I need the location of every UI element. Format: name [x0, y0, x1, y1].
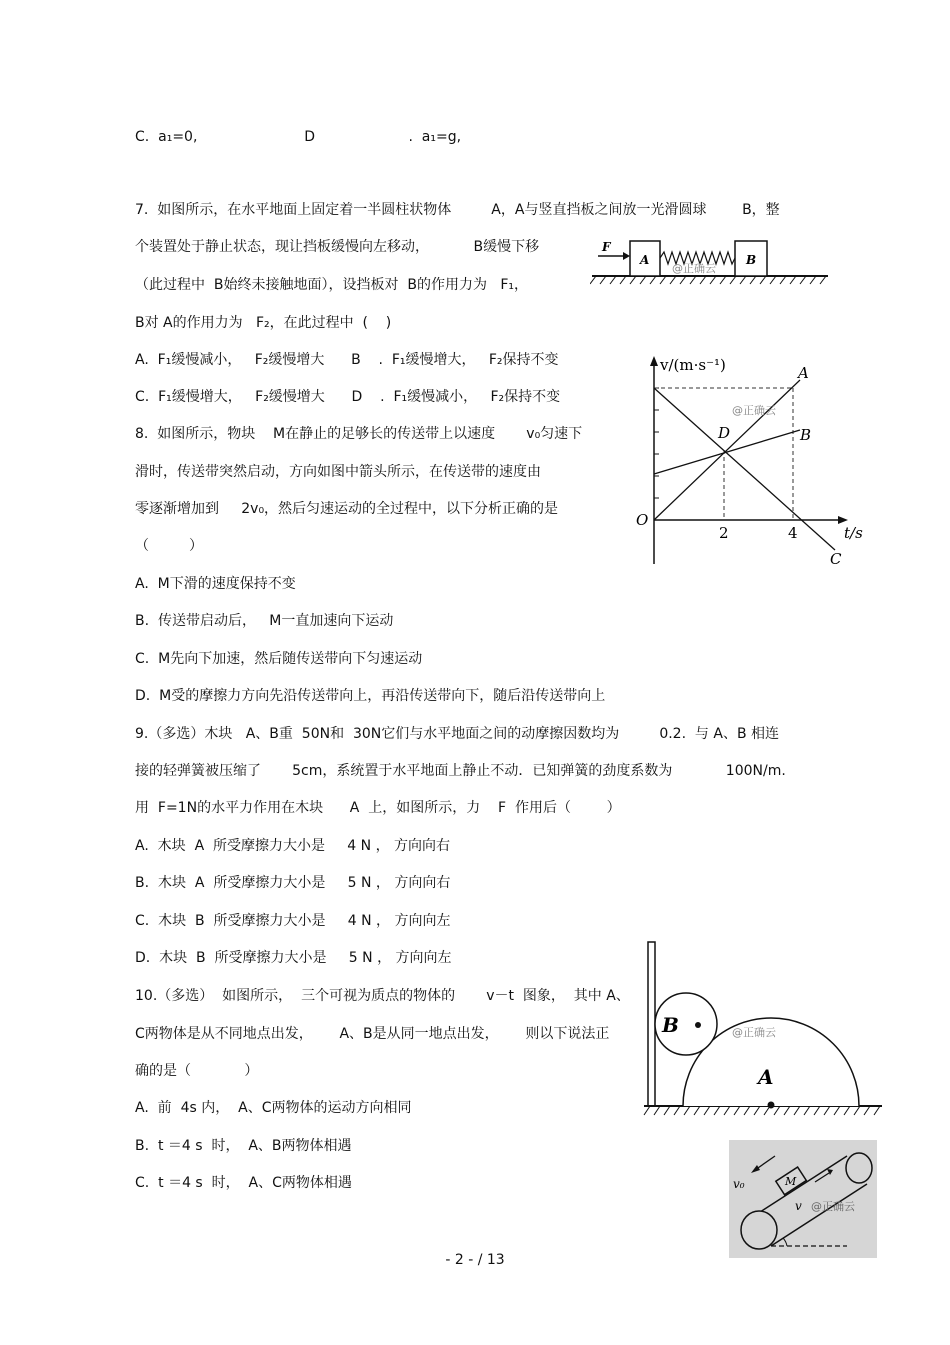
figure-conveyor-belt: [729, 1140, 877, 1258]
block-a-label: A: [640, 253, 650, 267]
option-8d: D. M受的摩擦力方向先沿传送带向上，再沿传送带向下，随后沿传送带向上: [135, 688, 606, 704]
watermark: @正确云: [811, 1200, 855, 1213]
watermark: @正确云: [732, 404, 776, 417]
question-9-line-1: 9.（多选）木块 A、B重 50N和 30N它们与水平地面之间的动摩擦因数均为 0.2. 与 A、B 相连: [135, 726, 780, 742]
x-axis-label: t/s: [844, 524, 863, 542]
option-10a: A. 前 4s 内， A、C两物体的运动方向相同: [135, 1100, 412, 1116]
block-m-label: M: [785, 1175, 797, 1188]
option-10b: B. t ＝4 s 时， A、B两物体相遇: [135, 1138, 352, 1154]
tick-2: 2: [719, 524, 729, 542]
question-8-line-4: （ ）: [135, 538, 204, 554]
line-c-label: C: [830, 550, 842, 568]
figure-vt-graph: [630, 350, 872, 572]
question-7-line-1: 7. 如图所示，在水平地面上固定着一半圆柱状物体 A，A与竖直挡板之间放一光滑圆球 B，整: [135, 202, 780, 218]
question-10-line-2: C两物体是从不同地点出发， A、B是从同一地点出发， 则以下说法正: [135, 1026, 610, 1042]
roller-top: [846, 1153, 872, 1183]
option-7cd: C. F₁缓慢增大， F₂缓慢增大 D . F₁缓慢减小， F₂保持不变: [135, 389, 561, 405]
block-b-label: B: [746, 253, 757, 267]
question-9-line-3: 用 F=1N的水平力作用在木块 A 上，如图所示，力 F 作用后（ ）: [135, 800, 621, 816]
option-9a: A. 木块 A 所受摩擦力大小是 4 N ， 方向向右: [135, 838, 451, 854]
question-10-line-3: 确的是（ ）: [135, 1063, 259, 1079]
option-9d: D. 木块 B 所受摩擦力大小是 5 N ， 方向向左: [135, 950, 452, 966]
option-8c: C. M先向下加速，然后随传送带向下匀速运动: [135, 651, 423, 667]
page-number: - 2 - / 13: [445, 1252, 505, 1268]
line-a-label: A: [798, 364, 809, 382]
tick-4: 4: [788, 524, 798, 542]
question-8-line-1: 8. 如图所示，物块 M在静止的足够长的传送带上以速度 v₀匀速下: [135, 426, 583, 442]
line-b-label: B: [800, 426, 812, 444]
option-8b: B. 传送带启动后， M一直加速向下运动: [135, 613, 394, 629]
question-8-line-2: 滑时，传送带突然启动，方向如图中箭头所示，在传送带的速度由: [135, 464, 541, 480]
question-7-line-3: （此过程中 B始终未接触地面），设挡板对 B的作用力为 F₁，: [135, 277, 529, 293]
point-d-label: D: [718, 424, 731, 442]
question-7-line-4: B对 A的作用力为 F₂，在此过程中 ( ): [135, 315, 392, 331]
option-6c: C. a₁=0, D . a₁=g,: [135, 129, 462, 145]
figure-spring-blocks: [590, 232, 830, 290]
option-10c: C. t ＝4 s 时， A、C两物体相遇: [135, 1175, 352, 1191]
vertical-wall: [648, 942, 655, 1106]
roller-bottom: [741, 1211, 777, 1249]
question-10-line-1: 10.（多选） 如图所示， 三个可视为质点的物体的 v－t 图象， 其中 A、: [135, 988, 630, 1004]
body-a-label: A: [758, 1065, 774, 1089]
v0-label: v₀: [733, 1177, 745, 1191]
origin-label: O: [636, 511, 649, 529]
option-8a: A. M下滑的速度保持不变: [135, 576, 296, 592]
ball-b-label: B: [662, 1013, 679, 1037]
option-9b: B. 木块 A 所受摩擦力大小是 5 N ， 方向向右: [135, 875, 451, 891]
figure-sphere-wall: [640, 938, 886, 1123]
question-9-line-2: 接的轻弹簧被压缩了 5cm，系统置于水平地面上静止不动．已知弹簧的劲度系数为 100N/m.: [135, 763, 786, 779]
force-label: F: [602, 240, 611, 254]
y-axis-label: v/(m·s⁻¹): [660, 356, 726, 374]
question-7-line-2: 个装置处于静止状态，现让挡板缓慢向左移动， B缓慢下移: [135, 239, 540, 255]
question-8-line-3: 零逐渐增加到 2v₀，然后匀速运动的全过程中，以下分析正确的是: [135, 501, 559, 517]
watermark: @正确云: [672, 262, 716, 275]
watermark: @正确云: [732, 1026, 776, 1039]
option-9c: C. 木块 B 所受摩擦力大小是 4 N ， 方向向左: [135, 913, 451, 929]
v-label: v: [795, 1199, 802, 1213]
option-7ab: A. F₁缓慢减小， F₂缓慢增大 B . F₁缓慢增大， F₂保持不变: [135, 352, 559, 368]
